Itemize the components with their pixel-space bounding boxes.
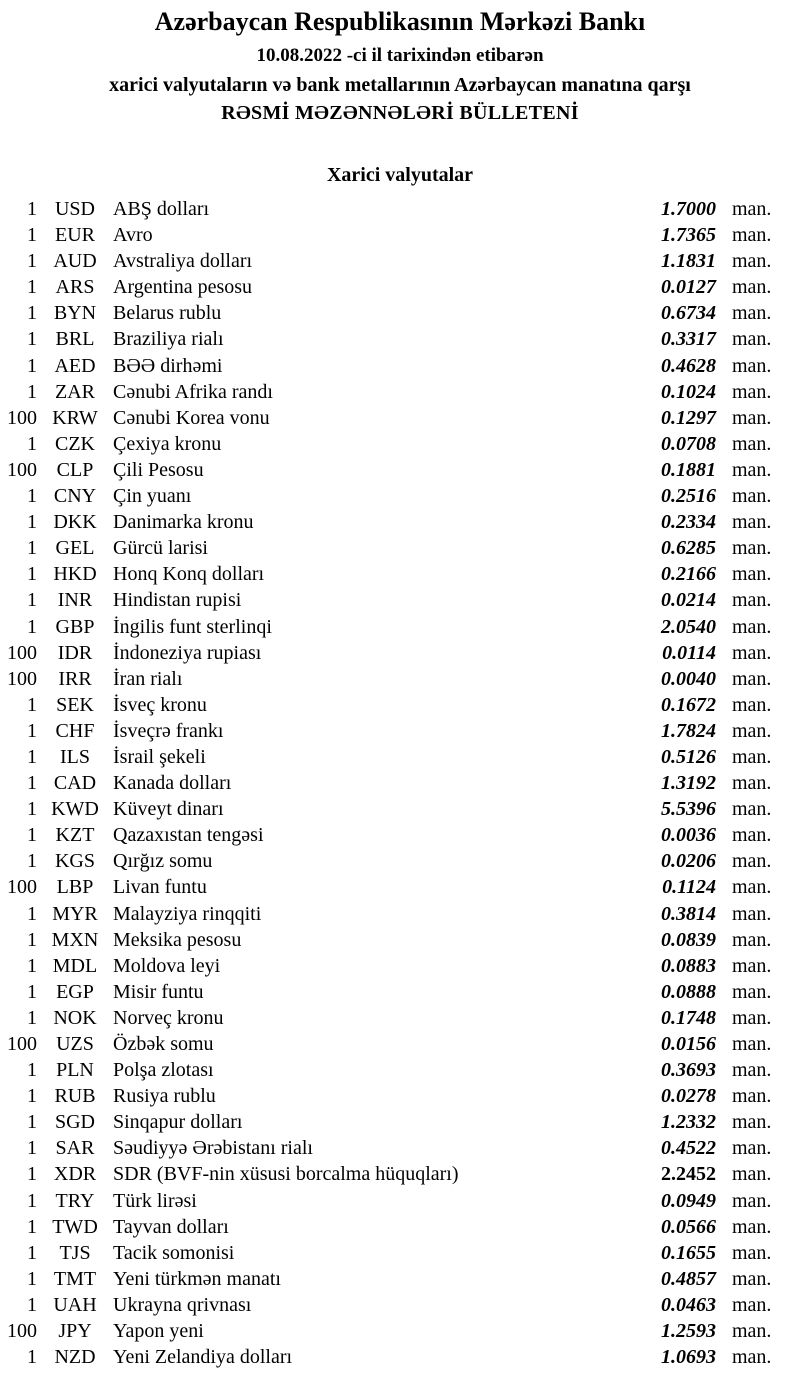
currency-name: Qırğız somu: [113, 850, 213, 873]
quantity: 1: [27, 276, 37, 299]
rate-value: 0.1881: [661, 458, 716, 481]
currency-code: SAR: [55, 1137, 95, 1160]
rate-value: 0.0949: [661, 1189, 716, 1212]
quantity: 100: [7, 406, 37, 429]
quantity: 100: [7, 1320, 37, 1343]
rate-value: 0.0839: [661, 928, 716, 951]
currency-code: AUD: [53, 250, 97, 273]
rate-row: [0, 1344, 800, 1370]
currency-code: KGS: [54, 850, 95, 873]
rate-row: [0, 1031, 800, 1057]
manat-unit-label: man.: [732, 1267, 772, 1290]
quantity: 1: [27, 1293, 37, 1316]
currency-code: TWD: [52, 1215, 98, 1238]
rate-value: 0.3693: [661, 1059, 716, 1082]
currency-code: KZT: [55, 824, 95, 847]
rate-row: [0, 431, 800, 457]
manat-unit-label: man.: [732, 615, 772, 638]
rate-value: 0.1024: [661, 380, 716, 403]
quantity: 1: [27, 1163, 37, 1186]
currency-code: SEK: [56, 693, 94, 716]
manat-unit-label: man.: [732, 1215, 772, 1238]
quantity: 1: [27, 1189, 37, 1212]
currency-code: CLP: [56, 458, 94, 481]
currency-name: İran rialı: [113, 667, 183, 690]
rate-row: [0, 744, 800, 770]
currency-name: İsveç kronu: [113, 693, 207, 716]
currency-name: Braziliya rialı: [113, 328, 224, 351]
quantity: 1: [27, 511, 37, 534]
manat-unit-label: man.: [732, 980, 772, 1003]
manat-unit-label: man.: [732, 772, 772, 795]
rate-value: 0.3317: [661, 328, 716, 351]
manat-unit-label: man.: [732, 1137, 772, 1160]
rate-value: 0.0156: [661, 1033, 716, 1055]
rate-row: [0, 1240, 800, 1266]
currency-name: Kanada dolları: [113, 772, 232, 795]
rate-value: 0.0206: [661, 850, 716, 873]
rate-row: [0, 353, 800, 379]
rate-row: [0, 274, 800, 300]
currency-code: BRL: [55, 328, 95, 351]
quantity: 1: [27, 1111, 37, 1134]
manat-unit-label: man.: [732, 1059, 772, 1082]
currency-name: Çin yuanı: [113, 485, 192, 508]
manat-unit-label: man.: [732, 563, 772, 586]
rate-row: [0, 796, 800, 822]
manat-unit-label: man.: [732, 1111, 772, 1134]
rate-value: 0.3814: [661, 902, 716, 925]
rate-value: 0.1124: [662, 876, 716, 899]
currency-code: LBP: [56, 876, 94, 899]
currency-name: Küveyt dinarı: [113, 798, 224, 821]
section-title-foreign-currencies: Xarici valyutalar: [326, 164, 474, 186]
rate-value: 0.0214: [661, 589, 716, 612]
rate-value: 1.7365: [661, 224, 716, 247]
quantity: 1: [27, 1215, 37, 1238]
currency-name: İngilis funt sterlinqi: [113, 615, 272, 638]
quantity: 1: [27, 928, 37, 951]
currency-name: Özbək somu: [113, 1033, 214, 1055]
quantity: 1: [27, 615, 37, 638]
manat-unit-label: man.: [732, 432, 772, 455]
currency-code: CZK: [55, 432, 95, 455]
manat-unit-label: man.: [732, 719, 772, 742]
rate-row: [0, 927, 800, 953]
quantity: 1: [27, 354, 37, 377]
rate-value: 0.0278: [661, 1085, 716, 1108]
currency-code: MYR: [52, 902, 98, 925]
rate-value: 1.0693: [661, 1346, 716, 1369]
manat-unit-label: man.: [732, 745, 772, 768]
rate-row: [0, 640, 800, 666]
currency-code: USD: [54, 198, 95, 220]
currency-code: JPY: [58, 1320, 92, 1343]
manat-unit-label: man.: [732, 1241, 772, 1264]
currency-name: İsrail şekeli: [113, 745, 206, 768]
quantity: 1: [27, 902, 37, 925]
manat-unit-label: man.: [732, 928, 772, 951]
manat-unit-label: man.: [732, 354, 772, 377]
manat-unit-label: man.: [732, 824, 772, 847]
rate-value: 0.5126: [661, 745, 716, 768]
rate-row: [0, 770, 800, 796]
currency-code: TRY: [55, 1189, 95, 1212]
rate-row: [0, 300, 800, 326]
rate-value: 0.1748: [661, 1006, 716, 1029]
manat-unit-label: man.: [732, 1320, 772, 1343]
rate-row: [0, 326, 800, 352]
rate-row: [0, 222, 800, 248]
manat-unit-label: man.: [732, 641, 772, 664]
quantity: 1: [27, 589, 37, 612]
quantity: 1: [27, 1085, 37, 1108]
currency-code: GEL: [55, 537, 95, 560]
currency-name: Qazaxıstan tengəsi: [113, 824, 264, 847]
rate-value: 0.4857: [661, 1267, 716, 1290]
currency-name: Cənubi Afrika randı: [113, 380, 273, 403]
quantity: 1: [27, 485, 37, 508]
currency-code: BYN: [53, 302, 97, 325]
manat-unit-label: man.: [732, 1163, 772, 1186]
currency-code: GBP: [55, 615, 95, 638]
manat-unit-label: man.: [732, 798, 772, 821]
currency-name: Ukrayna qrivnası: [113, 1293, 252, 1316]
rate-value: 0.1297: [661, 406, 716, 429]
currency-name: BƏƏ dirhəmi: [113, 354, 223, 377]
currency-name: Çexiya kronu: [113, 432, 222, 455]
currency-name: Səudiyyə Ərəbistanı rialı: [113, 1137, 313, 1160]
effective-date-line: 10.08.2022 -ci il tarixindən etibarən: [256, 45, 544, 66]
rate-value: 0.0708: [661, 432, 716, 455]
manat-unit-label: man.: [732, 693, 772, 716]
currency-code: AED: [54, 354, 96, 377]
rate-row: [0, 1109, 800, 1135]
quantity: 1: [27, 824, 37, 847]
currency-name: Moldova leyi: [113, 954, 221, 977]
manat-unit-label: man.: [732, 876, 772, 899]
quantity: 1: [27, 798, 37, 821]
currency-name: ABŞ dolları: [113, 198, 210, 220]
rate-row: [0, 1214, 800, 1240]
rate-row: [0, 666, 800, 692]
manat-unit-label: man.: [732, 1006, 772, 1029]
rate-row: [0, 1292, 800, 1318]
rate-value: 0.4628: [661, 354, 716, 377]
manat-unit-label: man.: [732, 1293, 772, 1316]
quantity: 100: [7, 1033, 37, 1055]
currency-name: Yeni türkmən manatı: [113, 1267, 281, 1290]
currency-code: CHF: [55, 719, 95, 742]
quantity: 1: [27, 302, 37, 325]
currency-code: INR: [57, 589, 93, 612]
subject-line: xarici valyutaların və bank metallarının Azərbaycan manatına qarşı: [109, 74, 691, 96]
currency-code: HKD: [53, 563, 97, 586]
manat-unit-label: man.: [732, 537, 772, 560]
rate-value: 0.0463: [661, 1293, 716, 1316]
rate-row: [0, 822, 800, 848]
currency-name: Rusiya rublu: [113, 1085, 216, 1108]
quantity: 1: [27, 328, 37, 351]
quantity: 1: [27, 1006, 37, 1029]
rate-row: [0, 405, 800, 431]
quantity: 1: [27, 432, 37, 455]
rate-value: 0.0883: [661, 954, 716, 977]
currency-code: XDR: [53, 1163, 97, 1186]
currency-name: SDR (BVF-nin xüsusi borcalma hüquqları): [113, 1163, 459, 1186]
currency-code: ZAR: [55, 380, 95, 403]
currency-code: PLN: [56, 1059, 94, 1082]
rate-value: 0.2166: [661, 563, 716, 586]
rate-row: [0, 483, 800, 509]
quantity: 1: [27, 537, 37, 560]
rate-value: 0.0127: [661, 276, 716, 299]
quantity: 1: [27, 380, 37, 403]
currency-code: UZS: [56, 1033, 94, 1055]
quantity: 100: [7, 458, 37, 481]
currency-code: ILS: [60, 745, 90, 768]
rate-value: 0.2516: [661, 485, 716, 508]
currency-name: İsveçrə frankı: [113, 719, 224, 742]
rate-value: 1.7000: [661, 198, 716, 220]
manat-unit-label: man.: [732, 902, 772, 925]
quantity: 1: [27, 693, 37, 716]
rate-row: [0, 901, 800, 927]
manat-unit-label: man.: [732, 667, 772, 690]
quantity: 1: [27, 1137, 37, 1160]
rates-table: [0, 196, 800, 1370]
currency-code: IDR: [57, 641, 93, 664]
currency-name: Çili Pesosu: [113, 458, 204, 481]
rate-row: [0, 535, 800, 561]
rate-row: [0, 1266, 800, 1292]
rate-value: 5.5396: [661, 798, 716, 821]
rate-value: 0.6285: [661, 537, 716, 560]
rate-row: [0, 1135, 800, 1161]
currency-name: Polşa zlotası: [113, 1059, 214, 1082]
currency-name: Tacik somonisi: [113, 1241, 235, 1264]
rate-row: [0, 614, 800, 640]
manat-unit-label: man.: [732, 954, 772, 977]
quantity: 1: [27, 954, 37, 977]
currency-code: EGP: [56, 980, 94, 1003]
rate-value: 1.2332: [661, 1111, 716, 1134]
rate-value: 0.1655: [661, 1241, 716, 1264]
currency-code: EUR: [55, 224, 95, 247]
manat-unit-label: man.: [732, 458, 772, 481]
currency-name: Cənubi Korea vonu: [113, 406, 270, 429]
currency-code: CAD: [53, 772, 97, 795]
currency-code: UAH: [53, 1293, 97, 1316]
rate-value: 2.0540: [661, 615, 716, 638]
rate-row: [0, 587, 800, 613]
rate-value: 0.0114: [662, 641, 716, 664]
rate-value: 2.2452: [661, 1163, 716, 1186]
rate-value: 1.2593: [661, 1320, 716, 1343]
manat-unit-label: man.: [732, 511, 772, 534]
quantity: 100: [7, 876, 37, 899]
rate-value: 1.3192: [661, 772, 716, 795]
currency-name: İndoneziya rupiası: [113, 641, 262, 664]
rate-row: [0, 1005, 800, 1031]
currency-code: NOK: [53, 1006, 97, 1029]
quantity: 1: [27, 563, 37, 586]
rate-row: [0, 1083, 800, 1109]
currency-name: Sinqapur dolları: [113, 1111, 243, 1134]
currency-code: SGD: [54, 1111, 95, 1134]
manat-unit-label: man.: [732, 224, 772, 247]
quantity: 1: [27, 224, 37, 247]
currency-code: MDL: [52, 954, 98, 977]
rate-row: [0, 848, 800, 874]
quantity: 1: [27, 198, 37, 220]
currency-name: Argentina pesosu: [113, 276, 253, 299]
manat-unit-label: man.: [732, 276, 772, 299]
manat-unit-label: man.: [732, 589, 772, 612]
currency-code: TJS: [59, 1241, 91, 1264]
bulletin-title: RƏSMİ MƏZƏNNƏLƏRİ BÜLLETENİ: [221, 102, 579, 124]
quantity: 100: [7, 667, 37, 690]
rate-value: 0.6734: [661, 302, 716, 325]
currency-name: Türk lirəsi: [113, 1189, 197, 1212]
currency-code: RUB: [54, 1085, 96, 1108]
currency-name: Norveç kronu: [113, 1006, 224, 1029]
currency-name: Tayvan dolları: [113, 1215, 229, 1238]
quantity: 1: [27, 745, 37, 768]
quantity: 1: [27, 1267, 37, 1290]
currency-code: DKK: [53, 511, 97, 534]
manat-unit-label: man.: [732, 1189, 772, 1212]
rate-row: [0, 1318, 800, 1344]
manat-unit-label: man.: [732, 380, 772, 403]
currency-name: Hindistan rupisi: [113, 589, 242, 612]
quantity: 1: [27, 772, 37, 795]
currency-code: MXN: [51, 928, 99, 951]
currency-name: Livan funtu: [113, 876, 207, 899]
quantity: 1: [27, 1346, 37, 1369]
rate-value: 1.7824: [661, 719, 716, 742]
manat-unit-label: man.: [732, 1033, 772, 1055]
rate-value: 0.4522: [661, 1137, 716, 1160]
currency-code: ARS: [55, 276, 95, 299]
manat-unit-label: man.: [732, 485, 772, 508]
rate-row: [0, 1188, 800, 1214]
manat-unit-label: man.: [732, 406, 772, 429]
manat-unit-label: man.: [732, 198, 772, 220]
rate-row: [0, 509, 800, 535]
rate-row: [0, 561, 800, 587]
manat-unit-label: man.: [732, 328, 772, 351]
rate-row: [0, 1161, 800, 1187]
rate-row: [0, 1057, 800, 1083]
currency-name: Misir funtu: [113, 980, 204, 1003]
quantity: 1: [27, 980, 37, 1003]
bank-title: Azərbaycan Respublikasının Mərkəzi Bankı: [154, 7, 646, 36]
rate-row: [0, 874, 800, 900]
currency-code: IRR: [58, 667, 92, 690]
currency-name: Avstraliya dolları: [113, 250, 253, 273]
currency-name: Gürcü larisi: [113, 537, 208, 560]
rate-row: [0, 248, 800, 274]
manat-unit-label: man.: [732, 302, 772, 325]
currency-code: KRW: [52, 406, 98, 429]
currency-name: Honq Konq dolları: [113, 563, 265, 586]
rate-value: 0.0888: [661, 980, 716, 1003]
rate-row: [0, 379, 800, 405]
currency-name: Danimarka kronu: [113, 511, 254, 534]
currency-code: CNY: [53, 485, 97, 508]
rate-value: 0.0566: [661, 1215, 716, 1238]
currency-name: Yapon yeni: [113, 1320, 204, 1343]
currency-name: Belarus rublu: [113, 302, 222, 325]
rate-value: 0.2334: [661, 511, 716, 534]
currency-name: Malayziya rinqqiti: [113, 902, 262, 925]
rate-row: [0, 692, 800, 718]
rate-row: [0, 953, 800, 979]
quantity: 100: [7, 641, 37, 664]
quantity: 1: [27, 719, 37, 742]
currency-name: Meksika pesosu: [113, 928, 242, 951]
currency-code: NZD: [54, 1346, 96, 1369]
currency-name: Avro: [113, 224, 153, 247]
rate-row: [0, 457, 800, 483]
rate-value: 0.0040: [661, 667, 716, 690]
rate-value: 0.0036: [661, 824, 716, 847]
quantity: 1: [27, 250, 37, 273]
rate-row: [0, 196, 800, 222]
rate-value: 0.1672: [661, 693, 716, 716]
quantity: 1: [27, 850, 37, 873]
quantity: 1: [27, 1059, 37, 1082]
currency-code: TMT: [53, 1267, 97, 1290]
rate-row: [0, 979, 800, 1005]
rate-value: 1.1831: [661, 250, 716, 273]
manat-unit-label: man.: [732, 850, 772, 873]
currency-name: Yeni Zelandiya dolları: [113, 1346, 293, 1369]
manat-unit-label: man.: [732, 1085, 772, 1108]
manat-unit-label: man.: [732, 1346, 772, 1369]
manat-unit-label: man.: [732, 250, 772, 273]
currency-code: KWD: [51, 798, 99, 821]
quantity: 1: [27, 1241, 37, 1264]
rate-row: [0, 718, 800, 744]
